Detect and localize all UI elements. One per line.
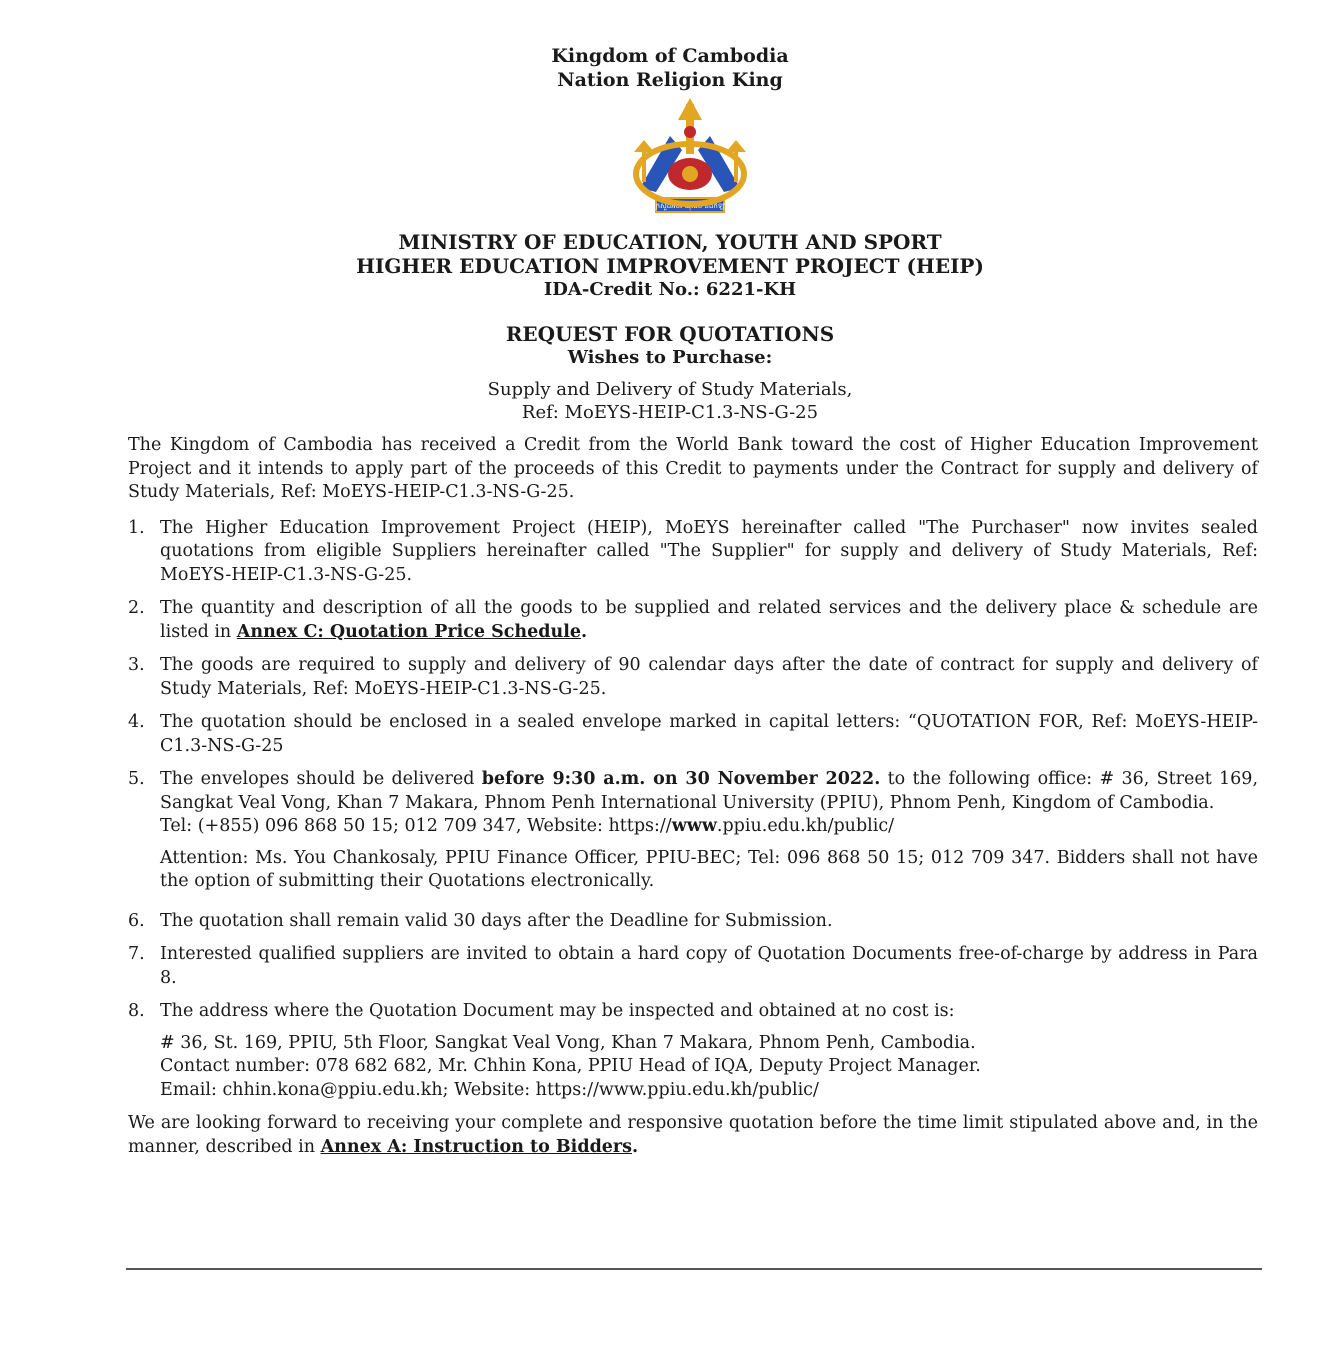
annex-c-reference: Annex C: Quotation Price Schedule [236,621,582,642]
web-www: www [671,816,717,836]
rfq-title: REQUEST FOR QUOTATIONS [505,322,835,346]
item-text: The Higher Education Improvement Project (HEIP), MoEYS hereinafter called "The Purchaser" now invites sealed quotations from eligible Suppliers hereinafter called "The Supplier" for supply and delivery of Study Materials, Ref: MoEYS-HEIP-C1.3-NS-G-25. [160,517,1258,585]
emblem-banner-text: ក្រសួងអប់រំ យុវជន និងកីឡា [653,202,727,210]
list-item [128,654,1258,701]
closing-text: We are looking forward to receiving your complete and responsive quotation before the time limit stipulated above and, in the manner, described in [128,1113,1258,1157]
closing-end: . [632,1136,639,1157]
national-motto: Nation Religion King [557,69,783,91]
contact-tel [160,815,1258,839]
item-number: 8. [128,1001,145,1021]
ministry-name: MINISTRY OF EDUCATION, YOUTH AND SPORT [398,230,942,254]
list-item [128,943,1258,990]
submission-deadline: before 9:30 a.m. on 30 November 2022. [481,769,881,789]
rfq-subject [0,378,1340,424]
ministry-header [0,230,1340,302]
item-number: 4. [128,712,145,732]
item-number: 1. [128,517,145,538]
list-item [128,597,1258,644]
closing-paragraph [128,1112,1258,1159]
item-text: The goods are required to supply and delivery of 90 calendar days after the date of contract for supply and delivery of Study Materials, Ref: MoEYS-HEIP-C1.3-NS-G-25. [160,655,1258,699]
item-text: The quotation should be enclosed in a sealed envelope marked in capital letters: “QUOTATION FOR, Ref: MoEYS-HEIP-C1.3-NS-G-25 [160,712,1258,756]
document-body [128,434,1258,1159]
list-item [128,711,1258,758]
royal-arms-emblem-icon [622,96,758,220]
item-text: Interested qualified suppliers are invited to obtain a hard copy of Quotation Documents free-of-charge by address in Para 8. [160,944,1258,988]
item-number: 6. [128,910,145,931]
item-text: The address where the Quotation Document may be inspected and obtained at no cost is: [160,1001,955,1021]
item-text-cont: to the following office: # 36, Street 169, Sangkat Veal Vong, Khan 7 Makara, Phnom Penh International University (PPIU), Phnom Penh, Kingdom of Cambodia. [160,769,1259,813]
address-line: # 36, St. 169, PPIU, 5th Floor, Sangkat Veal Vong, Khan 7 Makara, Phnom Penh, Cambodia. [160,1032,976,1053]
item-text: The quantity and description of all the goods to be supplied and related services and the delivery place & schedule are listed in [160,598,1258,642]
inspection-address [160,1032,1258,1103]
contact-line: Contact number: 078 682 682, Mr. Chhin Kona, PPIU Head of IQA, Deputy Project Manager. [160,1056,981,1076]
rfq-heading [0,322,1340,370]
item-number: 7. [128,944,145,964]
email-line: Email: chhin.kona@ppiu.edu.kh; Website: https://www.ppiu.edu.kh/public/ [160,1079,819,1100]
intro-paragraph: The Kingdom of Cambodia has received a Credit from the World Bank toward the cost of Higher Education Improvement Project and it intends to apply part of the proceeds of this Credit to payments under the Contract for supply and delivery of Study Materials, Ref: MoEYS-HEIP-C1.3-NS-G-25. [128,435,1258,502]
national-header [0,44,1340,92]
attention-note: Attention: Ms. You Chankosaly, PPIU Finance Officer, PPIU-BEC; Tel: 096 868 50 15; 012 709 347. Bidders shall not have the option of submitting their Quotations electronically. [160,847,1258,891]
numbered-list [128,517,1258,1103]
country-name: Kingdom of Cambodia [551,45,789,67]
subject-line: Supply and Delivery of Study Materials, [487,379,853,400]
item-number: 2. [128,598,145,618]
list-item [128,1000,1258,1102]
list-item [128,910,1258,934]
subject-reference: Ref: MoEYS-HEIP-C1.3-NS-G-25 [521,402,819,423]
item-text: The quotation shall remain valid 30 days after the Deadline for Submission. [160,910,833,931]
footer-divider [126,1268,1262,1270]
item-text: The envelopes should be delivered [160,769,482,789]
annex-a-reference: Annex A: Instruction to Bidders [320,1136,633,1157]
project-name: HIGHER EDUCATION IMPROVEMENT PROJECT (HEIP) [356,254,984,278]
rfq-subtitle: Wishes to Purchase: [567,347,773,368]
web-rest: .ppiu.edu.kh/public/ [716,816,895,836]
list-item [128,768,1258,894]
item-number: 5. [128,769,145,789]
item-end: . [581,621,588,642]
credit-number: IDA-Credit No.: 6221-KH [543,279,797,300]
item-number: 3. [128,655,145,675]
list-item [128,517,1258,588]
tel-text: Tel: (+855) 096 868 50 15; 012 709 347, Website: https:// [160,816,672,836]
